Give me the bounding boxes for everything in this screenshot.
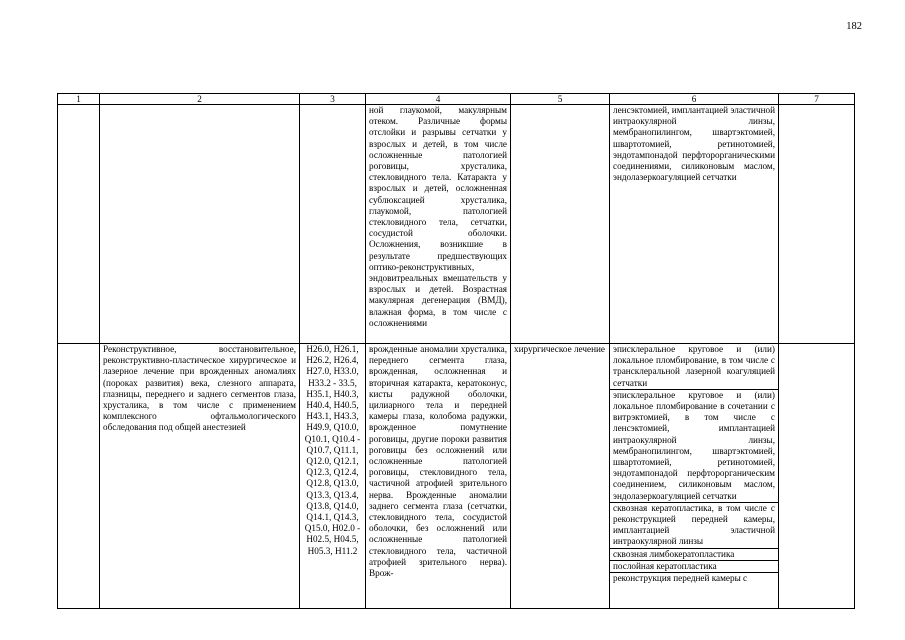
- treatment-method-item: послойная кератопластика: [610, 561, 778, 573]
- continuation-row: [58, 105, 855, 344]
- treatment-method-item: сквозная кератопластика, в том числе с реконструкцией передней камеры, имплантацией эластичной интраокулярной линзы: [610, 503, 778, 549]
- treatment-method-item: эписклеральное круговое и (или) локальное пломбирование, в том числе с трансклеральной лазерной коагуляцией сетчатки: [610, 344, 778, 390]
- icd-codes-cell: H26.0, H26.1, H26.2, H26.4, H27.0, H33.0, H33.2 - 33.5, H35.1, H40.3, H40.4, H40.5, H43.1, H43.3, H49.9, Q10.0, Q10.1, Q10.4 - Q10.7, Q11.1, Q12.0, Q12.1, Q12.3, Q12.4, Q12.8, Q13.0, Q13.3, Q13.4, Q13.8, Q14.0, Q14.1, Q14.3, Q15.0, H02.0 - H02.5, H04.5, H05.3, H11.2: [300, 344, 366, 609]
- procedures-table: [57, 93, 855, 609]
- column-header: 7: [779, 94, 855, 105]
- column-number-row: [58, 94, 855, 105]
- column-header: 6: [610, 94, 779, 105]
- procedure-name-cell: [100, 105, 300, 344]
- column-header: 4: [366, 94, 511, 105]
- treatment-method-cell: [610, 344, 779, 609]
- treatment-type-cell: хирургическое лечение: [511, 344, 610, 609]
- page-number: 182: [846, 21, 862, 32]
- column-header: 3: [300, 94, 366, 105]
- cost-cell: [779, 105, 855, 344]
- treatment-method-item: эписклеральное круговое и (или) локальное пломбирование в сочетании с витрэктомией, в том числе с ленсэктомией, имплантацией интраокулярной линзы, мембранопилингом, швартэктомией, швартотомией, ретинотомией, эндотампонадой перфторорганическим соединением, силиконовым маслом, эндолазеркоагуляцией сетчатки: [610, 390, 778, 503]
- column-header: 5: [511, 94, 610, 105]
- treatment-method-item: сквозная лимбокератопластика: [610, 549, 778, 561]
- column-header: 2: [100, 94, 300, 105]
- main-row: [58, 344, 855, 609]
- treatment-method-item: реконструкция передней камеры с: [613, 573, 748, 584]
- patient-model-cell: ной глаукомой, макулярным отеком. Различные формы отслойки и разрывы сетчатки у взрослых и детей, в том числе осложненные патологией роговицы, хрусталика, стекловидного тела. Катаракта у взрослых и детей, осложненная сублюксацией хрусталика, глаукомой, патологией стекловидного тела, сетчатки, сосудистой оболочки. Осложнения, возникшие в результате предшествующих оптико-реконструктивных, эндовитреальных вмешательств у взрослых и детей. Возрастная макулярная дегенерация (ВМД), влажная форма, в том числе с осложнениями: [366, 105, 511, 344]
- row-number-cell: [58, 105, 100, 344]
- treatment-method-cell: ленсэктомией, имплантацией эластичной интраокулярной линзы, мембранопилингом, швартэктомией, швартотомией, ретинотомией, эндотампонадой перфторорганическими соединениями, силиконовым маслом, эндолазеркоагуляцией сетчатки: [610, 105, 779, 344]
- cost-cell: [779, 344, 855, 609]
- row-number-cell: [58, 344, 100, 609]
- column-header: 1: [58, 94, 100, 105]
- procedure-name-cell: Реконструктивное, восстановительное, реконструктивно-пластическое хирургическое и лазерное лечение при врожденных аномалиях (пороках развития) века, слезного аппарата, глазницы, переднего и заднего сегментов глаза, хрусталика, в том числе с применением комплексного офтальмологического обследования под общей анестезией: [100, 344, 300, 609]
- icd-codes-cell: [300, 105, 366, 344]
- treatment-type-cell: [511, 105, 610, 344]
- patient-model-cell: врожденные аномалии хрусталика, переднего сегмента глаза, врожденная, осложненная и вторичная катаракта, кератоконус, кисты радужной оболочки, цилиарного тела и передней камеры глаза, колобома радужки, врожденное помутнение роговицы, другие пороки развития роговицы без осложнений или осложненные патологией роговицы, стекловидного тела, частичной атрофией зрительного нерва. Врожденные аномалии заднего сегмента глаза (сетчатки, стекловидного тела, сосудистой оболочки, без осложнений или осложненные патологией стекловидного тела, частичной атрофией зрительного нерва). Врож-: [366, 344, 511, 609]
